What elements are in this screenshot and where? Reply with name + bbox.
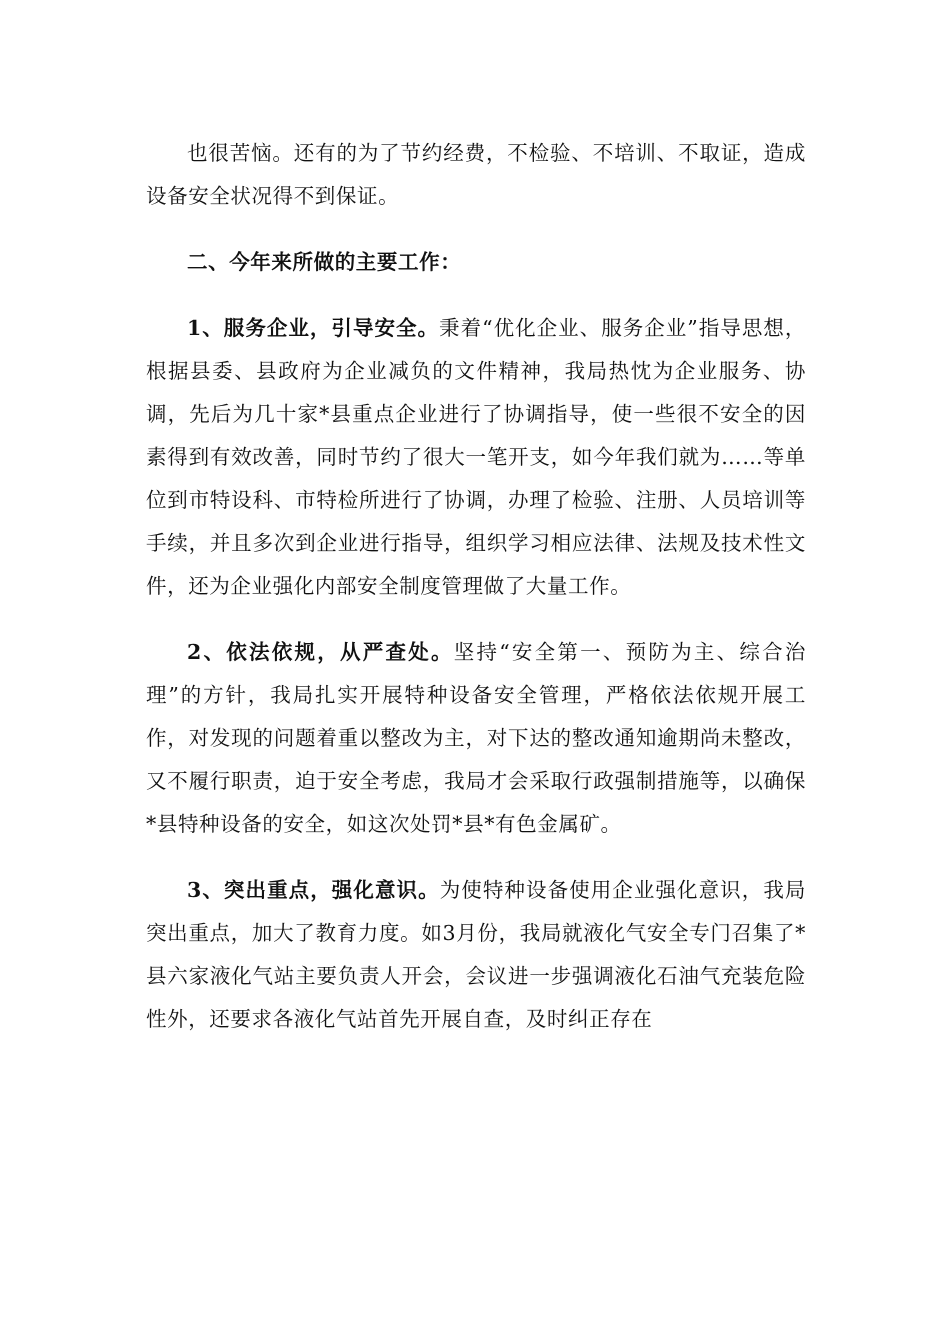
work-item-2-body: 坚持“安全第一、预防为主、综合治理”的方针，我局扎实开展特种设备安全管理，严格依法依规开展工作，对发现的问题着重以整改为主，对下达的整改通知逾期尚未整改，又不履行职责，迫于安全考虑，我局才会采取行政强制措施等，以确保*县特种设备的安全，如这次处罚*县*有色金属矿。 xyxy=(146,640,806,836)
work-item-2 xyxy=(146,631,806,846)
document-body xyxy=(146,132,806,1041)
work-item-1 xyxy=(146,307,806,608)
work-item-3-lead: 3、突出重点，强化意识。 xyxy=(187,878,440,902)
section-heading xyxy=(146,241,806,284)
section-heading-text: 二、今年来所做的主要工作： xyxy=(187,250,462,274)
work-item-2-lead: 2、依法依规，从严查处。 xyxy=(187,640,454,664)
work-item-1-body: 秉着“优化企业、服务企业”指导思想，根据县委、县政府为企业减负的文件精神，我局热忱为企业服务、协调，先后为几十家*县重点企业进行了协调指导，使一些很不安全的因素得到有效改善，同时节约了很大一笔开支，如今年我们就为……等单位到市特设科、市特检所进行了协调，办理了检验、注册、人员培训等手续，并且多次到企业进行指导，组织学习相应法律、法规及技术性文件，还为企业强化内部安全制度管理做了大量工作。 xyxy=(146,316,806,598)
work-item-3 xyxy=(146,869,806,1041)
work-item-1-lead: 1、服务企业，引导安全。 xyxy=(187,316,440,340)
paragraph-continuation xyxy=(146,132,806,218)
paragraph-text: 也很苦恼。还有的为了节约经费，不检验、不培训、不取证，造成设备安全状况得不到保证。 xyxy=(146,141,806,208)
work-item-3-body: 为使特种设备使用企业强化意识，我局突出重点，加大了教育力度。如3月份，我局就液化气安全专门召集了*县六家液化气站主要负责人开会，会议进一步强调液化石油气充装危险性外，还要求各液化气站首先开展自查，及时纠正存在 xyxy=(146,878,807,1031)
